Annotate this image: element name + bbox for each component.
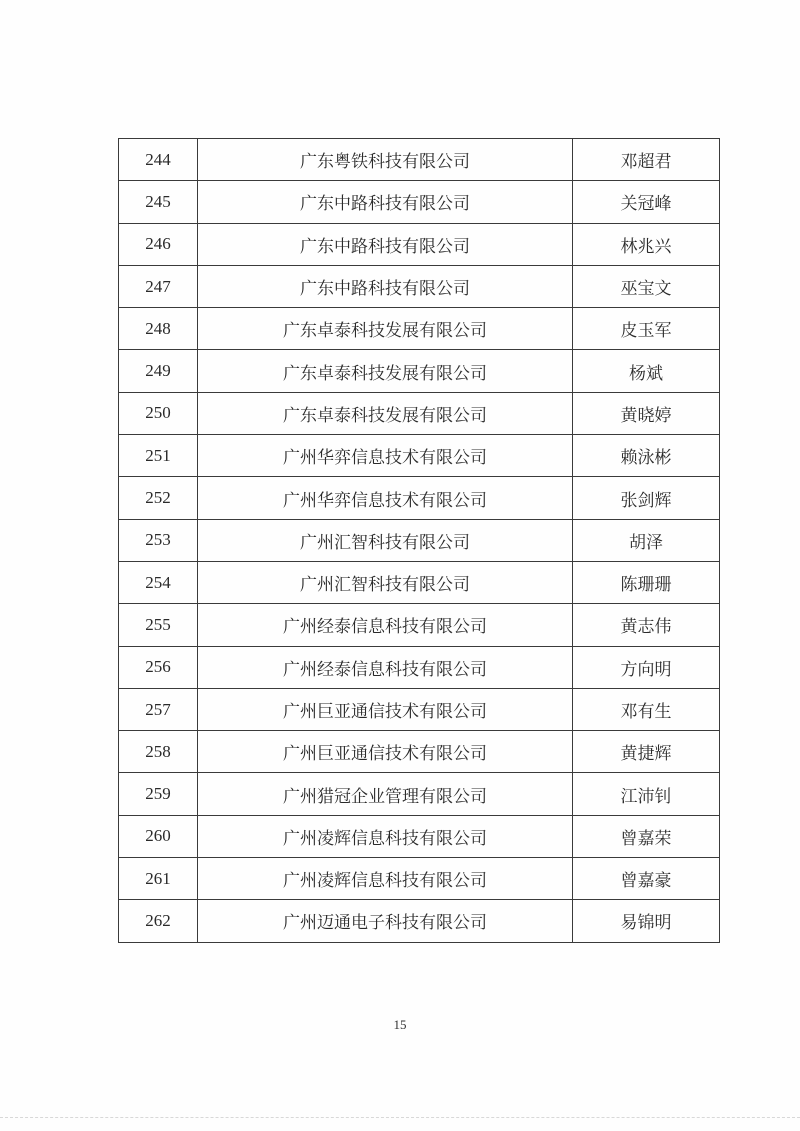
row-number-cell: 246 <box>119 223 198 265</box>
table-row <box>119 731 720 773</box>
row-number-cell: 249 <box>119 350 198 392</box>
table-row <box>119 561 720 603</box>
table-row <box>119 181 720 223</box>
person-name-cell: 皮玉军 <box>573 308 720 350</box>
row-number-cell: 251 <box>119 435 198 477</box>
table-row <box>119 477 720 519</box>
row-number-cell: 255 <box>119 604 198 646</box>
table-row <box>119 308 720 350</box>
table-row <box>119 435 720 477</box>
company-name-cell: 广东卓泰科技发展有限公司 <box>198 392 573 434</box>
company-name-cell: 广州凌辉信息科技有限公司 <box>198 815 573 857</box>
table-row <box>119 900 720 942</box>
person-name-cell: 赖泳彬 <box>573 435 720 477</box>
person-name-cell: 江沛钊 <box>573 773 720 815</box>
table-row <box>119 350 720 392</box>
table-row <box>119 223 720 265</box>
row-number-cell: 261 <box>119 858 198 900</box>
row-number-cell: 250 <box>119 392 198 434</box>
company-name-cell: 广东卓泰科技发展有限公司 <box>198 308 573 350</box>
person-name-cell: 胡泽 <box>573 519 720 561</box>
row-number-cell: 245 <box>119 181 198 223</box>
company-name-cell: 广东卓泰科技发展有限公司 <box>198 350 573 392</box>
company-name-cell: 广州经泰信息科技有限公司 <box>198 646 573 688</box>
person-name-cell: 张剑辉 <box>573 477 720 519</box>
person-name-cell: 黄晓婷 <box>573 392 720 434</box>
scan-edge-line <box>0 1117 800 1118</box>
person-name-cell: 巫宝文 <box>573 265 720 307</box>
person-name-cell: 黄捷辉 <box>573 731 720 773</box>
table-row <box>119 519 720 561</box>
page-number: 15 <box>393 1017 407 1032</box>
company-name-cell: 广东中路科技有限公司 <box>198 181 573 223</box>
company-name-cell: 广州汇智科技有限公司 <box>198 519 573 561</box>
row-number-cell: 253 <box>119 519 198 561</box>
table-row <box>119 646 720 688</box>
row-number-cell: 247 <box>119 265 198 307</box>
row-number-cell: 258 <box>119 731 198 773</box>
person-name-cell: 关冠峰 <box>573 181 720 223</box>
row-number-cell: 244 <box>119 139 198 181</box>
company-name-cell: 广东粤铁科技有限公司 <box>198 139 573 181</box>
company-name-cell: 广州华弈信息技术有限公司 <box>198 435 573 477</box>
company-name-cell: 广州猎冠企业管理有限公司 <box>198 773 573 815</box>
person-name-cell: 曾嘉豪 <box>573 858 720 900</box>
person-name-cell: 陈珊珊 <box>573 561 720 603</box>
row-number-cell: 256 <box>119 646 198 688</box>
person-name-cell: 林兆兴 <box>573 223 720 265</box>
table-row <box>119 773 720 815</box>
row-number-cell: 260 <box>119 815 198 857</box>
company-name-cell: 广州巨亚通信技术有限公司 <box>198 731 573 773</box>
person-name-cell: 方向明 <box>573 646 720 688</box>
person-name-cell: 易锦明 <box>573 900 720 942</box>
company-name-cell: 广州汇智科技有限公司 <box>198 561 573 603</box>
table-row <box>119 265 720 307</box>
row-number-cell: 252 <box>119 477 198 519</box>
company-name-cell: 广东中路科技有限公司 <box>198 223 573 265</box>
table-row <box>119 604 720 646</box>
person-name-cell: 曾嘉荣 <box>573 815 720 857</box>
row-number-cell: 254 <box>119 561 198 603</box>
table-row <box>119 392 720 434</box>
person-name-cell: 邓超君 <box>573 139 720 181</box>
table-row <box>119 858 720 900</box>
row-number-cell: 257 <box>119 688 198 730</box>
company-name-cell: 广州华弈信息技术有限公司 <box>198 477 573 519</box>
row-number-cell: 262 <box>119 900 198 942</box>
company-name-cell: 广州经泰信息科技有限公司 <box>198 604 573 646</box>
company-name-cell: 广州迈通电子科技有限公司 <box>198 900 573 942</box>
table-row <box>119 815 720 857</box>
person-name-cell: 杨斌 <box>573 350 720 392</box>
personnel-table <box>118 138 720 943</box>
table-row <box>119 688 720 730</box>
company-name-cell: 广州凌辉信息科技有限公司 <box>198 858 573 900</box>
person-name-cell: 邓有生 <box>573 688 720 730</box>
company-name-cell: 广东中路科技有限公司 <box>198 265 573 307</box>
row-number-cell: 248 <box>119 308 198 350</box>
person-name-cell: 黄志伟 <box>573 604 720 646</box>
table-row <box>119 139 720 181</box>
row-number-cell: 259 <box>119 773 198 815</box>
table-body <box>119 139 720 943</box>
company-name-cell: 广州巨亚通信技术有限公司 <box>198 688 573 730</box>
